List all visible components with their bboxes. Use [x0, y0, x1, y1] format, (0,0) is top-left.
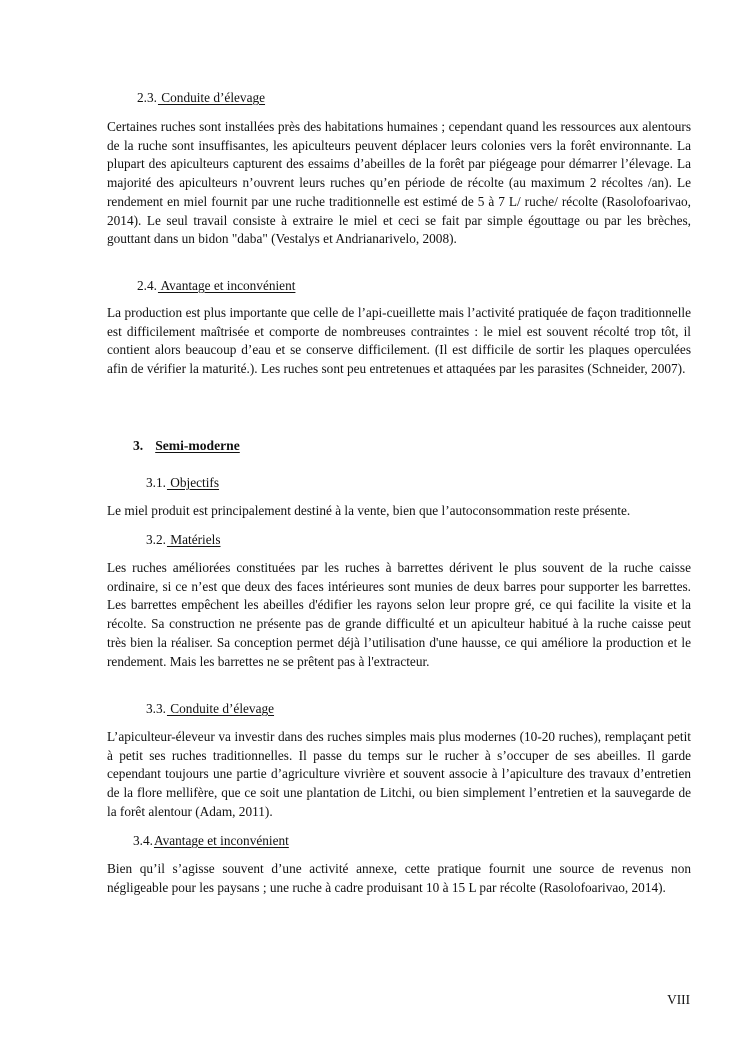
page-number: VIII	[667, 992, 690, 1007]
section-number: 3.	[133, 438, 144, 453]
paragraph-2-3: Certaines ruches sont installées près des habitations humaines ; cependant quand les ressources aux alentours de la ruche sont insuffisantes, les apiculteurs peuvent déplacer leurs colonies vers la forêt environnante. La plupart des apiculteurs capturent des essaims d’abeilles de la forêt par piégeage pour démarrer l’élevage. La majorité des apiculteurs n’ouvrent leurs ruches qu’en période de récolte (au maximum 2 récoltes /an). Le rendement en miel fournit par une ruche traditionnelle est estimé de 5 à 7 L/ ruche/ récolte (Rasolofoarivao, 2014). Le seul travail consiste à extraire le miel et ceci se fait par simple égouttage ou par les brèches, gouttant dans un bidon "daba" (Vestalys et Andrianarivelo, 2008).	[107, 119, 691, 247]
paragraph-3-2: Les ruches améliorées constituées par les ruches à barrettes dérivent le plus souvent de la ruche caisse ordinaire, si ce n’est que deux des faces intérieures sont munies de deux barres pour supporter les barrettes. Les barrettes empêchent les abeilles d'édifier les rayons selon leur propre gré, ce qui facilite la visite et la récolte. Sa construction ne présente pas de grande difficulté et un apiculteur habitué à la ruche caisse peut très bien la réaliser. Sa conception permet déjà l’utilisation d'une hausse, ce qui améliore la production et le rendement. Mais les barrettes ne se prêtent pas à l'extracteur.	[107, 560, 691, 669]
paragraph-3-4: Bien qu’il s’agisse souvent d’une activité annexe, cette pratique fournit une source de revenus non négligeable pour les paysans ; une ruche à cadre produisant 10 à 15 L par récolte (Rasolofoarivao, 2014).	[107, 861, 691, 895]
section-heading-3-2	[146, 531, 221, 548]
section-heading-3-3	[146, 700, 274, 717]
section-title: Avantage et inconvénient	[157, 278, 296, 293]
section-title: Objectifs	[166, 475, 220, 490]
section-title: Semi-moderne	[155, 438, 240, 453]
section-heading-3-1	[146, 474, 219, 491]
paragraph-2-4: La production est plus importante que celle de l’api-cueillette mais l’activité pratiquée de façon traditionnelle est difficilement maîtrisée et comporte de nombreuses contraintes : le miel est souvent récolté trop tôt, il contient alors beaucoup d’eau et se conserve difficilement. (Il est difficile de sortir les plaques operculées afin de vérifier la maturité.). Les ruches sont peu entretenues et attaquées par les parasites (Schneider, 2007).	[107, 305, 691, 377]
section-title: Conduite d’élevage	[166, 701, 275, 716]
section-heading-2-3	[137, 89, 265, 106]
section-title: Avantage et inconvénient	[153, 833, 289, 848]
section-heading-3-4	[133, 832, 289, 849]
section-heading-2-4	[137, 277, 295, 294]
section-title: Conduite d’élevage	[157, 90, 266, 105]
section-number: 2.3.	[137, 90, 157, 105]
paragraph-3-1: Le miel produit est principalement destiné à la vente, bien que l’autoconsommation reste présente.	[107, 503, 631, 518]
section-heading-3	[133, 437, 240, 454]
section-number: 3.2.	[146, 532, 166, 547]
section-title: Matériels	[166, 532, 221, 547]
paragraph-3-3: L’apiculteur-éleveur va investir dans des ruches simples mais plus modernes (10-20 ruches), remplaçant petit à petit ses ruches traditionnelles. Il passe du temps sur le rucher à s’occuper de ses abeilles. Il garde cependant toujours une partie d’agriculture vivrière et souvent associe à l’apiculture des travaux d’entretien de la flore mellifère, que ce soit une plantation de Litchi, ou bien simplement l’entretien et la sauvegarde de la forêt alentour (Adam, 2011).	[107, 729, 691, 819]
section-number: 2.4.	[137, 278, 157, 293]
section-number: 3.3.	[146, 701, 166, 716]
section-number: 3.4.	[133, 833, 153, 848]
section-number: 3.1.	[146, 475, 166, 490]
